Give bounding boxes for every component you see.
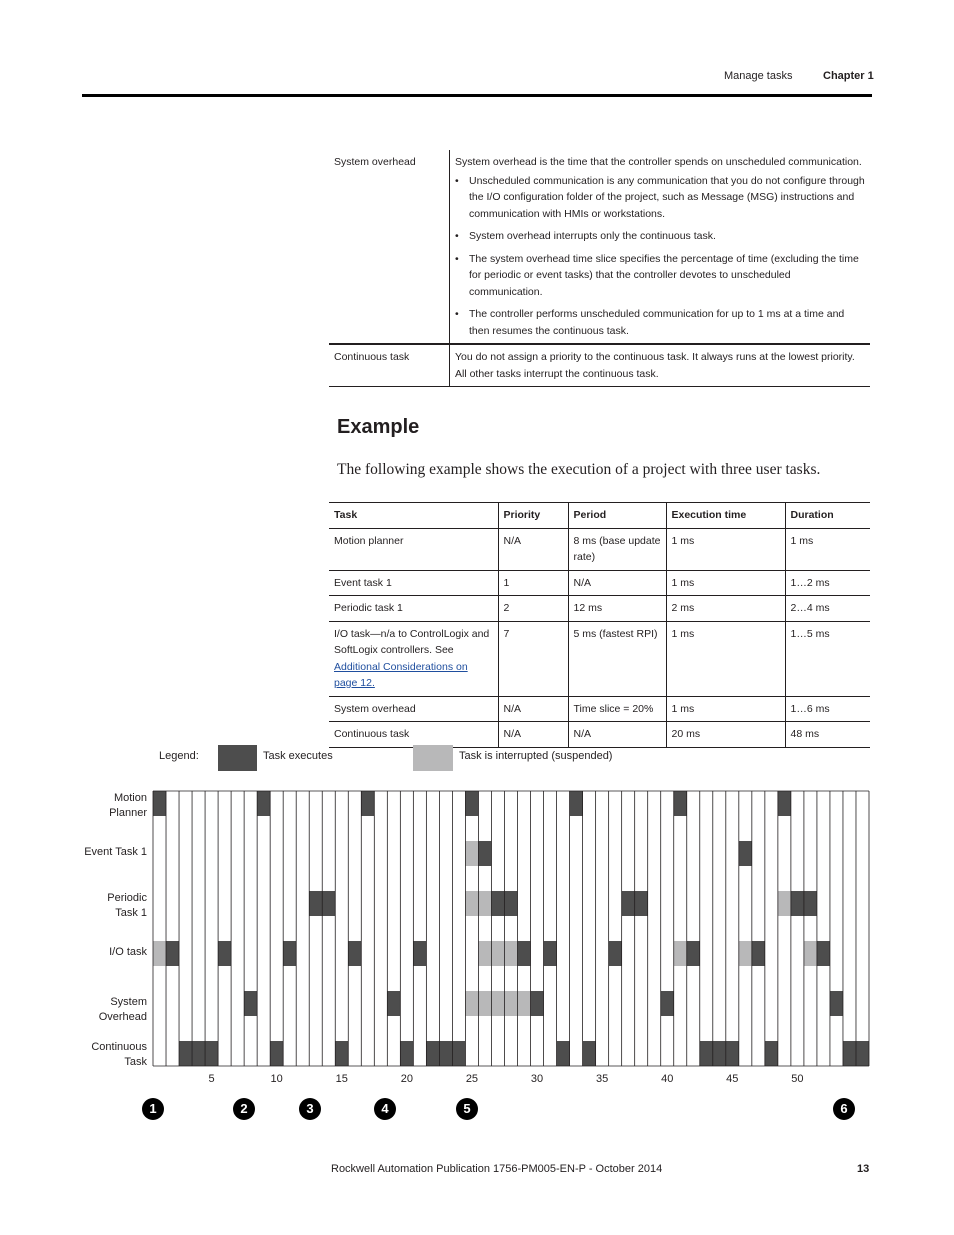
tick-label: 30 <box>530 1073 544 1085</box>
callout-2: 2 <box>233 1098 255 1120</box>
running-header-chapter: Chapter 1 <box>823 70 874 82</box>
table-cell: 1 ms <box>785 528 870 570</box>
table-cell: 48 ms <box>785 722 870 748</box>
table-cell: N/A <box>498 722 568 748</box>
tick-label: 5 <box>208 1073 215 1085</box>
section-heading: Example <box>337 416 420 438</box>
timeline-cell-executes <box>609 941 622 966</box>
table-cell: 1 <box>498 570 568 596</box>
table-cell: 1 ms <box>666 621 785 696</box>
timeline-cell-executes <box>218 941 231 966</box>
callout-5: 5 <box>456 1098 478 1120</box>
table-cell: N/A <box>568 722 666 748</box>
timeline-cell-executes <box>518 941 531 966</box>
tick-label: 50 <box>791 1073 804 1085</box>
row-label-event-task: Event Task 1 <box>84 846 147 858</box>
row-label-system-overhead: System Overhead <box>98 996 147 1023</box>
timeline-cell-executes <box>270 1041 283 1066</box>
term-cell: Continuous task <box>329 344 450 387</box>
timeline-cell-interrupted <box>518 991 531 1016</box>
timeline-cell-executes <box>583 1041 596 1066</box>
timeline-cell-executes <box>491 891 504 916</box>
table-cell: 1…6 ms <box>785 696 870 722</box>
tick-label: 20 <box>400 1073 413 1085</box>
table-cell: 1…2 ms <box>785 570 870 596</box>
legend-text-executes: Task executes <box>263 750 333 762</box>
page-number: 13 <box>857 1163 870 1175</box>
timeline-cell-executes <box>244 991 257 1016</box>
timeline-cell-executes <box>817 941 830 966</box>
timeline-cell-interrupted <box>478 991 491 1016</box>
timeline-cell-executes <box>557 1041 570 1066</box>
timeline-cell-executes <box>309 891 322 916</box>
timeline-cell-executes <box>361 791 374 816</box>
term-cell: System overhead <box>329 150 450 344</box>
timeline-cell-executes <box>322 891 335 916</box>
timeline-cell-executes <box>413 941 426 966</box>
row-label-periodic-task: Periodic Task 1 <box>107 892 147 919</box>
table-cell: Time slice = 20% <box>568 696 666 722</box>
timeline-cell-interrupted <box>674 941 687 966</box>
timeline-cell-interrupted <box>465 841 478 866</box>
timeline-cell-executes <box>348 941 361 966</box>
timeline-cell-executes <box>778 791 791 816</box>
list-item: • The system overhead time slice specifies the percentage of time (excluding the time for periodic or event tasks) that the controller devotes to unscheduled communication. <box>469 251 865 301</box>
tick-label: 25 <box>465 1073 479 1085</box>
table-cell: System overhead <box>334 702 416 715</box>
table-cell: N/A <box>498 528 568 570</box>
table-cell: Continuous task <box>334 728 410 740</box>
timeline-cell-executes <box>752 941 765 966</box>
timeline-cell-executes <box>674 791 687 816</box>
timeline-cell-executes <box>179 1041 192 1066</box>
table-cell: 1 ms <box>666 570 785 596</box>
timeline-cell-executes <box>257 791 270 816</box>
timeline-cell-executes <box>726 1041 739 1066</box>
tick-label: 10 <box>270 1073 283 1085</box>
table-cell: 1…5 ms <box>785 621 870 696</box>
legend-text-interrupted: Task is interrupted (suspended) <box>459 750 613 762</box>
column-header: Priority <box>498 503 568 529</box>
table-cell: N/A <box>498 696 568 722</box>
timeline-cell-executes <box>439 1041 452 1066</box>
list-item: • System overhead interrupts only the continuous task. <box>469 228 865 245</box>
row-label-continuous-task: Continuous Task <box>91 1041 147 1068</box>
timeline-cell-executes <box>465 791 478 816</box>
table-cell: 20 ms <box>666 722 785 748</box>
definition-intro: System overhead is the time that the controller spends on unscheduled communication. <box>455 156 862 168</box>
timeline-cell-interrupted <box>504 991 517 1016</box>
table-cell: N/A <box>568 570 666 596</box>
tick-label: 40 <box>661 1073 674 1085</box>
timeline-cell-executes <box>570 791 583 816</box>
timeline-cell-interrupted <box>778 891 791 916</box>
timeline-cell-executes <box>687 941 700 966</box>
timeline-cell-executes <box>335 1041 348 1066</box>
timeline-cell-executes <box>166 941 179 966</box>
timeline-cell-executes <box>544 941 557 966</box>
row-label-motion-planner: Motion Planner <box>109 792 147 819</box>
callout-4: 4 <box>374 1098 396 1120</box>
tick-label: 35 <box>596 1073 609 1085</box>
timeline-cell-executes <box>531 991 544 1016</box>
table-cell: 2 ms <box>666 596 785 622</box>
table-cell: 2 <box>498 596 568 622</box>
table-cell: 1 ms <box>666 696 785 722</box>
footer-publication: Rockwell Automation Publication 1756-PM005-EN-P - October 2014 <box>331 1163 663 1175</box>
definition-cell: You do not assign a priority to the continuous task. It always runs at the lowest priority. All other tasks interrupt the continuous task. <box>450 344 871 387</box>
timeline-cell-executes <box>700 1041 713 1066</box>
timeline-cell-executes <box>387 991 400 1016</box>
list-item: • The controller performs unscheduled communication for up to 1 ms at a time and then resumes the continuous task. <box>469 306 865 339</box>
legend-label: Legend: <box>159 750 199 762</box>
timeline-cell-executes <box>153 791 166 816</box>
timeline-cell-executes <box>739 841 752 866</box>
timeline-cell-interrupted <box>478 891 491 916</box>
timeline-cell-executes <box>830 991 843 1016</box>
timeline-cell-interrupted <box>465 891 478 916</box>
timeline-cell-executes <box>205 1041 218 1066</box>
table-cell: Motion planner <box>334 534 404 547</box>
timeline-cell-executes <box>713 1041 726 1066</box>
table-cell: 2…4 ms <box>785 596 870 622</box>
column-header: Period <box>568 503 666 529</box>
timeline-cell-executes <box>478 841 491 866</box>
timeline-cell-executes <box>622 891 635 916</box>
timeline-cell-executes <box>283 941 296 966</box>
timeline-cell-interrupted <box>153 941 166 966</box>
timeline-cell-interrupted <box>491 991 504 1016</box>
table-cell: Event task 1 <box>334 576 392 589</box>
timeline-cell-executes <box>400 1041 413 1066</box>
timeline-cell-executes <box>804 891 817 916</box>
table-cell: Periodic task 1 <box>334 602 403 614</box>
timeline-cell-executes <box>661 991 674 1016</box>
additional-considerations-link[interactable]: Additional Considerations on page 12. <box>334 660 468 689</box>
row-label-io-task: I/O task <box>109 946 147 958</box>
table-cell: 5 ms (fastest RPI) <box>568 621 666 696</box>
intro-paragraph: The following example shows the execution of a project with three user tasks. <box>337 461 821 478</box>
callout-6: 6 <box>833 1098 855 1120</box>
column-header: Task <box>334 509 358 521</box>
tick-label: 15 <box>335 1073 348 1085</box>
timeline-cell-executes <box>504 891 517 916</box>
list-item: • Unscheduled communication is any communication that you do not configure through the I/O configuration folder of the project, such as Message (MSG) instructions and communication with HMIs or workstations. <box>469 173 865 223</box>
table-cell: 8 ms (base update rate) <box>568 528 666 570</box>
table-cell: 1 ms <box>666 528 785 570</box>
running-header-section: Manage tasks <box>724 70 793 82</box>
timeline-cell-executes <box>791 891 804 916</box>
timeline-cell-interrupted <box>804 941 817 966</box>
timeline-cell-interrupted <box>739 941 752 966</box>
callout-1: 1 <box>142 1098 164 1120</box>
tick-label: 45 <box>726 1073 739 1085</box>
column-header: Duration <box>785 503 870 529</box>
timeline-cell-interrupted <box>478 941 491 966</box>
timeline-cell-executes <box>192 1041 205 1066</box>
io-task-text: I/O task—n/a to ControlLogix and SoftLogix controllers. See <box>334 627 490 656</box>
timeline-cell-executes <box>843 1041 856 1066</box>
table-cell: 7 <box>498 621 568 696</box>
callout-3: 3 <box>299 1098 321 1120</box>
timeline-cell-executes <box>856 1041 869 1066</box>
timeline-cell-executes <box>426 1041 439 1066</box>
timeline-cell-executes <box>765 1041 778 1066</box>
timeline-cell-interrupted <box>491 941 504 966</box>
timeline-cell-interrupted <box>465 991 478 1016</box>
table-cell: 12 ms <box>568 596 666 622</box>
timeline-cell-executes <box>635 891 648 916</box>
column-header: Execution time <box>666 503 785 529</box>
timeline-cell-executes <box>452 1041 465 1066</box>
timeline-cell-interrupted <box>504 941 517 966</box>
